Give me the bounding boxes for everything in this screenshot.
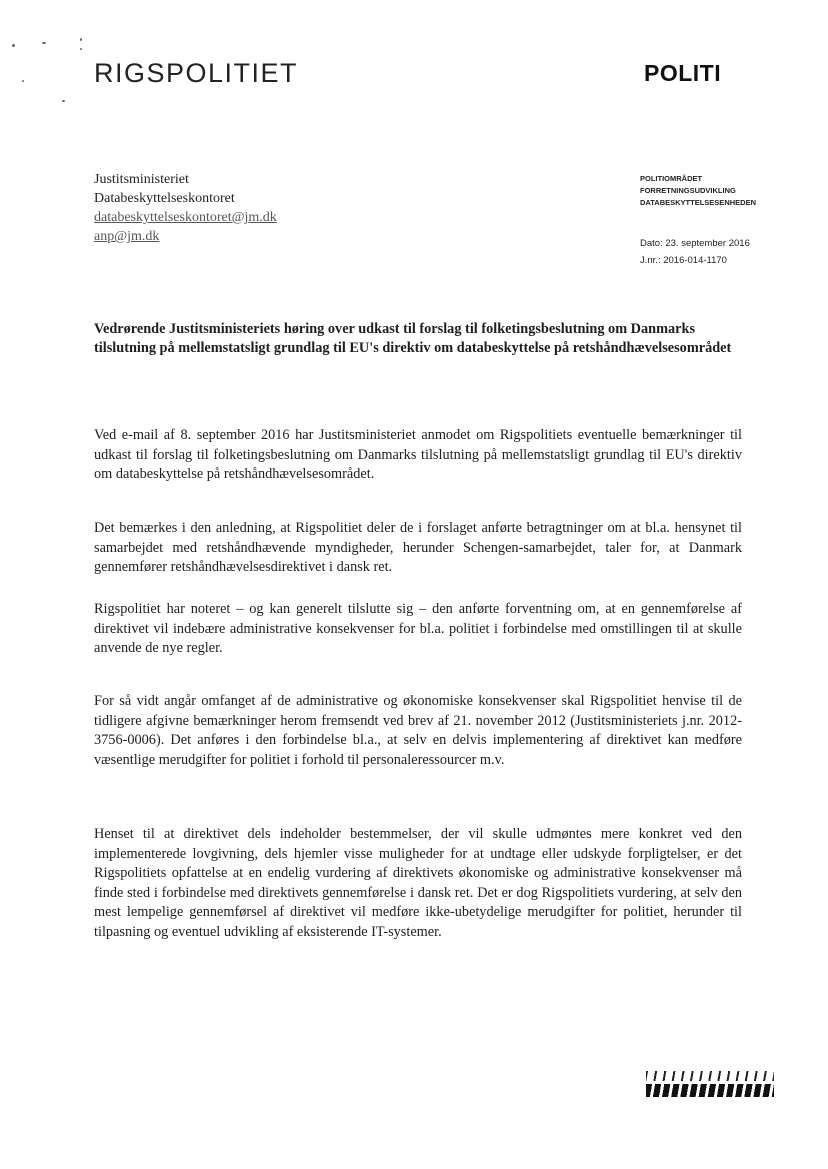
- journal-number: J.nr.: 2016-014-1170: [640, 255, 727, 266]
- politi-logo: POLITI: [644, 60, 722, 86]
- recipient-line: Databeskyttelseskontoret: [94, 191, 235, 206]
- recipient-email-link[interactable]: databeskyttelseskontoret@jm.dk: [94, 210, 277, 225]
- recipient-email-link[interactable]: anp@jm.dk: [94, 229, 160, 244]
- recipient-address: [94, 170, 277, 246]
- department-line: DATABESKYTTELSESENHEDEN: [640, 198, 756, 207]
- body-paragraph: For så vidt angår omfanget af de administrative og økonomiske konsekvenser skal Rigspolitiet henvise til de tidligere afgivne bemærkninger herom fremsendt ved brev af 21. november 2012 (Justitsministeriets j.nr. 2012-3756-0006). Det anføres i den forbindelse bl.a., at selv en delvis implementering af direktivet kan medføre væsentlige merudgifter for politiet i forhold til personaleressourcer m.v.: [94, 693, 742, 768]
- scan-speck: [12, 44, 15, 47]
- subject-heading: Vedrørende Justitsministeriets høring over udkast til forslag til folketingsbeslutning om Danmarks tilslutning på mellemstatsligt grundlag til EU's direktiv om databeskyttelse på retshåndhævelsesområdet: [94, 321, 732, 356]
- scan-speck: [80, 38, 82, 41]
- organization-name: RIGSPOLITIET: [94, 58, 299, 88]
- department-line: FORRETNINGSUDVIKLING: [640, 186, 736, 195]
- barcode-mark: [646, 1071, 774, 1101]
- body-paragraph: Rigspolitiet har noteret – og kan generelt tilslutte sig – den anførte forventning om, at en gennemførelse af direktivet vil indebære administrative konsekvenser for bl.a. politiet i forbindelse med omstillingen til at skulle anvende de nye regler.: [94, 601, 742, 656]
- scan-speck: [80, 48, 82, 50]
- body-paragraph: Det bemærkes i den anledning, at Rigspolitiet deler de i forslaget anførte betragtninger om at bl.a. hensynet til samarbejdet med retshåndhævende myndigheder, herunder Schengen-samarbejdet, taler for, at Danmark gennemfører retshåndhævelsesdirektivet i dansk ret.: [94, 520, 742, 575]
- recipient-line: Justitsministeriet: [94, 172, 189, 187]
- department-line: POLITIOMRÅDET: [640, 174, 703, 183]
- scan-speck: [22, 80, 24, 82]
- sender-meta: [640, 173, 756, 269]
- body-paragraph: Ved e-mail af 8. september 2016 har Justitsministeriet anmodet om Rigspolitiets eventuelle bemærkninger til udkast til forslag til folketingsbeslutning om Danmarks tilslutning på mellemstatsligt grundlag til EU's direktiv om databeskyttelse på retshåndhævelsesområdet.: [94, 427, 742, 482]
- letter-date: Dato: 23. september 2016: [640, 238, 750, 249]
- scan-speck: [62, 100, 65, 102]
- scan-speck: [42, 42, 46, 44]
- body-paragraph: Henset til at direktivet dels indeholder bestemmelser, der vil skulle udmøntes mere konkret ved den implementerede lovgivning, dels hjemler visse muligheder for at undtage eller udskyde forpligtelser, er det Rigspolitiets opfattelse at en endelig vurdering af direktivets økonomiske og administrative konsekvenser må finde sted i forbindelse med direktivets gennemførelse i dansk ret. Det er dog Rigspolitiets vurdering, at selv den mest lempelige gennemførsel af direktivet vil medføre ikke-ubetydelige merudgifter for politiet, herunder til tilpasning og eventuel udvikling af eksisterende IT-systemer.: [94, 826, 742, 940]
